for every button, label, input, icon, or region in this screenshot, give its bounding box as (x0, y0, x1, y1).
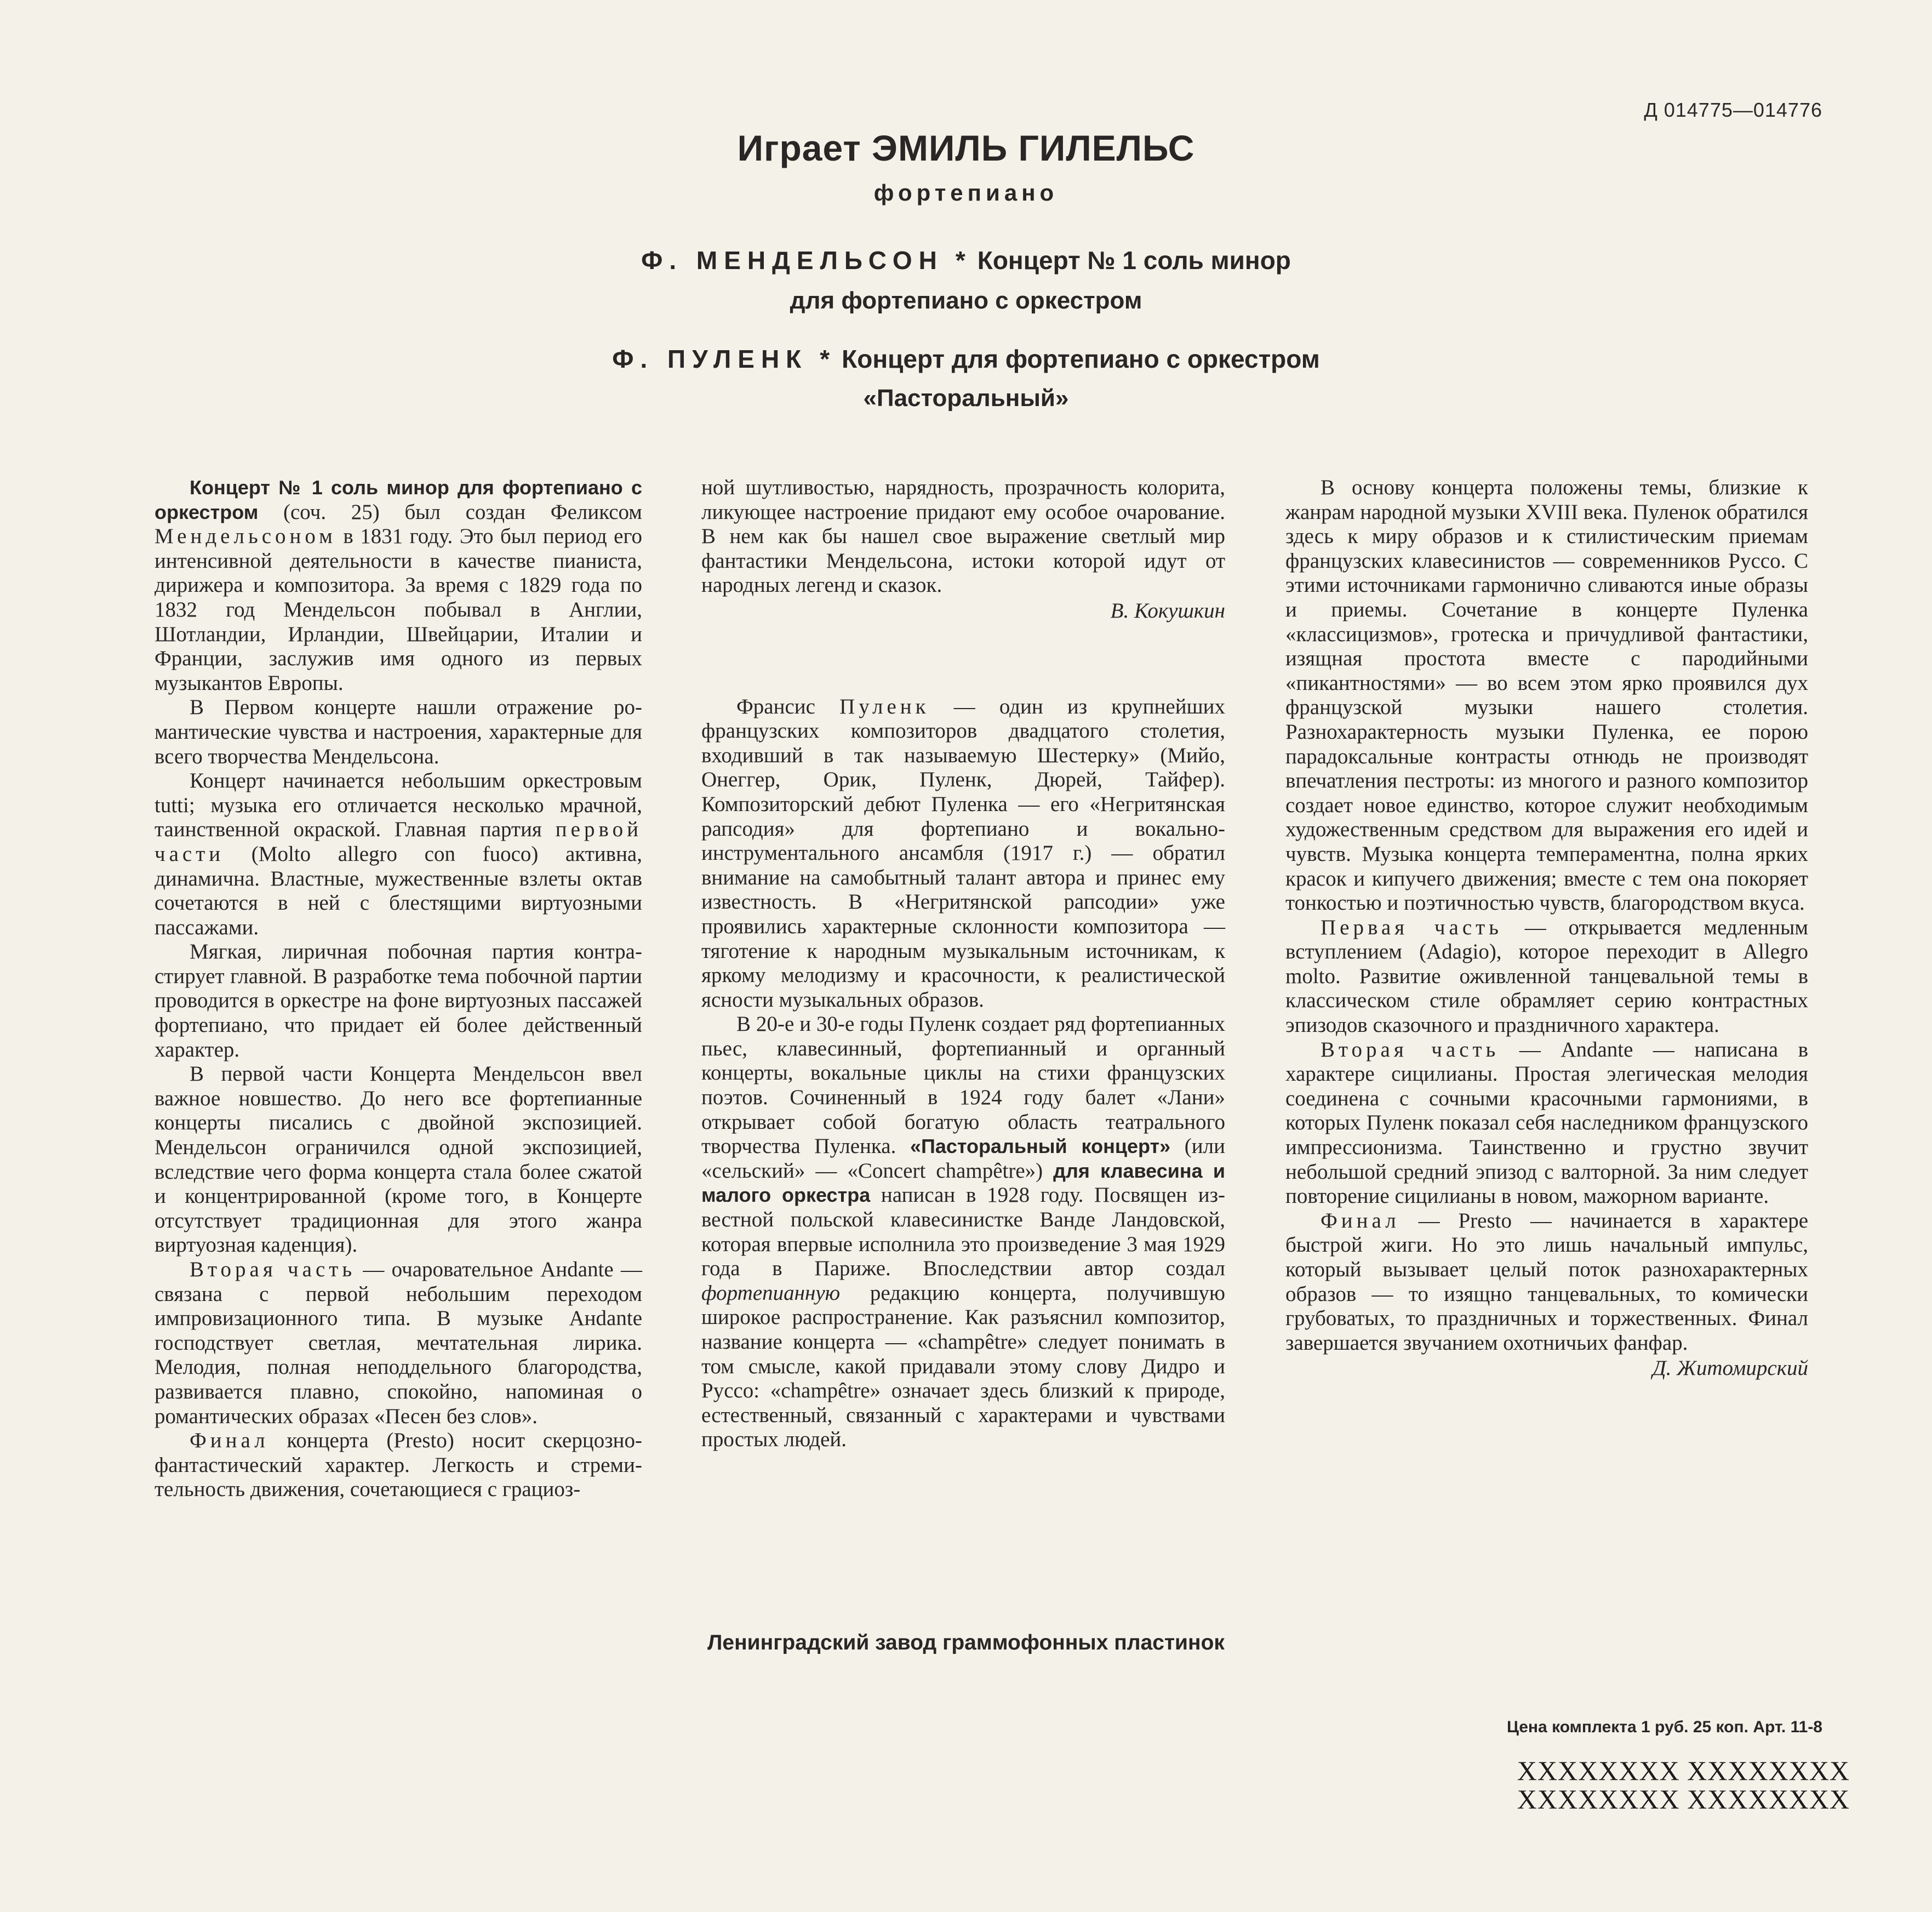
paragraph (701, 695, 1225, 1013)
work1-title: Концерт № 1 соль минор (977, 246, 1291, 275)
xmark-line: XXXXXXXX XXXXXXXX (1517, 1755, 1850, 1786)
paragraph: В первой части Концерта Мендельсон ввел важное новшество. До него все фортепианные концерты писались с двойной экспозицией. Мендельсон ограничился одной экспозицией, вследствие чего форма концерта стала более сжатой и концентрированной (кроме того, в Концерте отсутствует традиционная для этого жанра виртуозная каденция). (155, 1062, 642, 1257)
xmark-line: XXXXXXXX XXXXXXXX (1517, 1784, 1850, 1814)
work1-composer: Ф. МЕНДЕЛЬСОН (641, 246, 944, 275)
text-run: Концерт начинается небольшим оркестровым tutti; музыка его отличается несколько мрачной, таинственной окраской. Главная партия (155, 769, 642, 842)
star-separator: * (955, 246, 965, 275)
paragraph (701, 1012, 1225, 1452)
spaced-term: Вторая часть (190, 1258, 356, 1281)
paragraph (155, 476, 642, 695)
text-run: Франсис (736, 694, 840, 718)
text-column-2 (701, 476, 1225, 1452)
bold-title: для клавесина и малого оркестра (701, 1159, 1225, 1207)
paragraph: В основу концерта положены темы, близкие к жанрам народной музыки XVIII века. Пуленок обратился здесь к миру образов и к стилистическим приемам французских клавесинистов — современников Руссо. С этими источниками гармонично сливаются иные образы и приемы. Сочетание в концерте Пуленка «классицизмов», гротеска и причудливой фантастики, изящная простота вместе с пародийными «пикантностями» — во всем этом ярко проявился дух французской музыки нашего столетия. Разнохарактерность музыки Пуленка, ее порою парадоксальные контрасты отнюдь не производят впечатления пестроты: из многого и разного композитор создает новое единство, которое служит необходимым художественным средством для выражения его идей и чувств. Музыка концерта темпераментна, полна ярких красок и кипучего движения; вместе с тем она покоряет тонкостью и поэтичностью чувств, благородством вкуса. (1285, 476, 1808, 915)
paragraph (1285, 916, 1808, 1038)
work1-subtitle: для фортепиано с оркестром (790, 287, 1142, 314)
spacer (701, 624, 1225, 695)
work2-subtitle: «Пасторальный» (863, 385, 1069, 412)
spaced-term: Финал (1321, 1208, 1400, 1232)
text-run: В 20-е и 30-е годы Пуленк создает ряд фортепианных пьес, клавесинный, фортепианный и органный концерты, вокальные циклы на стихи французских поэтов. Сочиненный в 1924 году балет «Лани» открывает собой богатую область театрального творчества Пуленка. (701, 1012, 1225, 1158)
paragraph: ной шутливостью, нарядность, прозрачность колорита, ликующее настроение придают ему особое очарование. В нем как бы нашел свое выражение светлый мир фантастики Мендельсона, истоки которой идут от народных легенд и сказок. (701, 476, 1225, 597)
performer-line (0, 127, 1932, 169)
text-run: редакцию концерта, получившую широкое распространение. Как разъяснил композитор, название концерта — «champêtre» следует понимать в том смысле, какой придавали этому слову Дидро и Руссо: «champêtre» означает здесь близкий к природе, естественный, связанный с характерами и чувствами простых людей. (701, 1281, 1225, 1452)
author-signature: В. Кокушкин (1110, 598, 1225, 623)
text-run: (соч. 25) был создан Феликсом (258, 500, 642, 524)
text-column-3 (1285, 476, 1808, 1381)
text-run: — Presto — начинается в характере быстрой жиги. Но это лишь начальный импульс, который вызывает целый поток разнохарактерных образов — то изящно танцевальных, то комически грубоватых, то праздничных и торжественных. Финал завершается звучанием охотничьих фанфар. (1285, 1208, 1808, 1355)
text-run: (или «сельский» — «Concert champêtre») (701, 1134, 1225, 1183)
spaced-term: первой части (155, 818, 642, 866)
paragraph (155, 769, 642, 940)
text-run: написан в 1928 году. Посвящен известной польской клавесинистке Ванде Ландовской, которая впервые исполнила это произведение 3 мая 1929 года в Париже. Впоследствии автор создал (701, 1183, 1225, 1281)
text-run: в 1831 году. Это был период его интенсивной деятельности в качестве пианиста, дирижера и композитора. За время с 1829 года по 1832 год Мендельсон побывал в Англии, Шотландии, Ирландии, Швейцарии, Италии и Франции, заслужив имя одного из первых музыкантов Европы. (155, 524, 642, 695)
text-column-1 (155, 476, 642, 1502)
text-run: — открывается медленным вступлением (Adagio), которое переходит в Allegro molto. Развитие оживленной танцевальной темы в классическом стиле обрамляет серию контрастных эпизодов сказочного и праздничного характера. (1285, 915, 1808, 1037)
spaced-term: Финал (190, 1429, 269, 1453)
spaced-name: Пуленк (839, 694, 930, 718)
price-line: Цена комплекта 1 руб. 25 коп. Арт. 11-8 (1506, 1718, 1822, 1736)
text-run: — очаровательное Анdante — связана с первой небольшим переходом импровизационного типа. В музыке Анdante господствует светлая, мечтательная лирика. Мелодия, полная неподдельного благородства, развивается плавно, спокойно, напоминая о романтических образах «Песен без слов». (155, 1258, 642, 1428)
text-run: — один из крупнейших французских композиторов двадцатого столетия, входивший в так называемую Шестерку» (Мийо, Онеггер, Орик, Пуленк, Дюрей, Тайфер). Композиторский дебют Пуленка — его «Негритянская рапсодия» для фортепиано и вокально-инструментального ансамбля (1917 г.) — обратил внимание на самобытный талант автора и принес ему известность. В «Негритянской рапсодии» уже проявились характерные склонности композитора — тяготение к народным музыкальным источникам, к яркому мелодизму и красочности, к реалистической ясности музыкальных образов. (701, 694, 1225, 1012)
star-separator: * (820, 345, 830, 373)
author-signature: Д. Житомирский (1652, 1356, 1808, 1380)
italic-word: фортепианную (701, 1281, 841, 1305)
performer-name: ЭМИЛЬ ГИЛЕЛЬС (872, 128, 1195, 168)
paragraph: Мягкая, лиричная побочная партия контрастирует главной. В разработке тема побочной партии проводится в оркестре на фоне виртуозных пассажей фортепиано, что придает ей более действенный характер. (155, 940, 642, 1061)
manufacturer: Ленинградский завод граммофонных пластинок (707, 1631, 1225, 1654)
text-run: концерта (Presto) носит скерцозно-фантастический характер. Легкость и стремительность движения, сочетающиеся с грациоз- (155, 1429, 642, 1502)
work2-composer: Ф. ПУЛЕНК (612, 345, 808, 373)
paragraph (155, 1429, 642, 1502)
work1-title-line (0, 246, 1932, 275)
paragraph: В Первом концерте нашли отражение романтические чувства и настроения, характерные для всего творчества Мендельсона. (155, 695, 642, 768)
paragraph (1285, 1209, 1808, 1356)
spaced-name: Мендельсоном (155, 524, 336, 549)
catalog-number: Д 014775—014776 (1644, 99, 1822, 121)
work2-title-line (0, 344, 1932, 374)
bold-title: «Пасторальный концерт» (910, 1135, 1171, 1158)
text-run: (Molto allegro con fuoco) активна, динамична. Властные, мужественные взлеты октав сочетаются в ней с блестящими виртуозными пассажами. (155, 842, 642, 939)
paragraph (155, 1258, 642, 1429)
struck-out-text (1517, 1756, 1850, 1813)
paragraph (1285, 1038, 1808, 1209)
spaced-term: Первая часть (1321, 915, 1502, 939)
spaced-term: Вторая часть (1321, 1037, 1500, 1061)
instrument: фортепиано (873, 180, 1059, 206)
performer-prefix: Играет (737, 128, 861, 168)
text-run: — Andante — написана в характере сицилианы. Простая элегическая мелодия соединена с сочными красочными гармониями, в которых Пуленк показал себя наследником французского импрессионизма. Таинственно и грустно звучит небольшой средний эпизод с валторной. За ним следует повторение сицилианы в новом, мажорном варианте. (1285, 1037, 1808, 1208)
work2-title: Концерт для фортепиано с оркестром (842, 345, 1320, 373)
bold-heading: Концерт № 1 соль минор для фортепиано с оркестром (155, 476, 642, 523)
